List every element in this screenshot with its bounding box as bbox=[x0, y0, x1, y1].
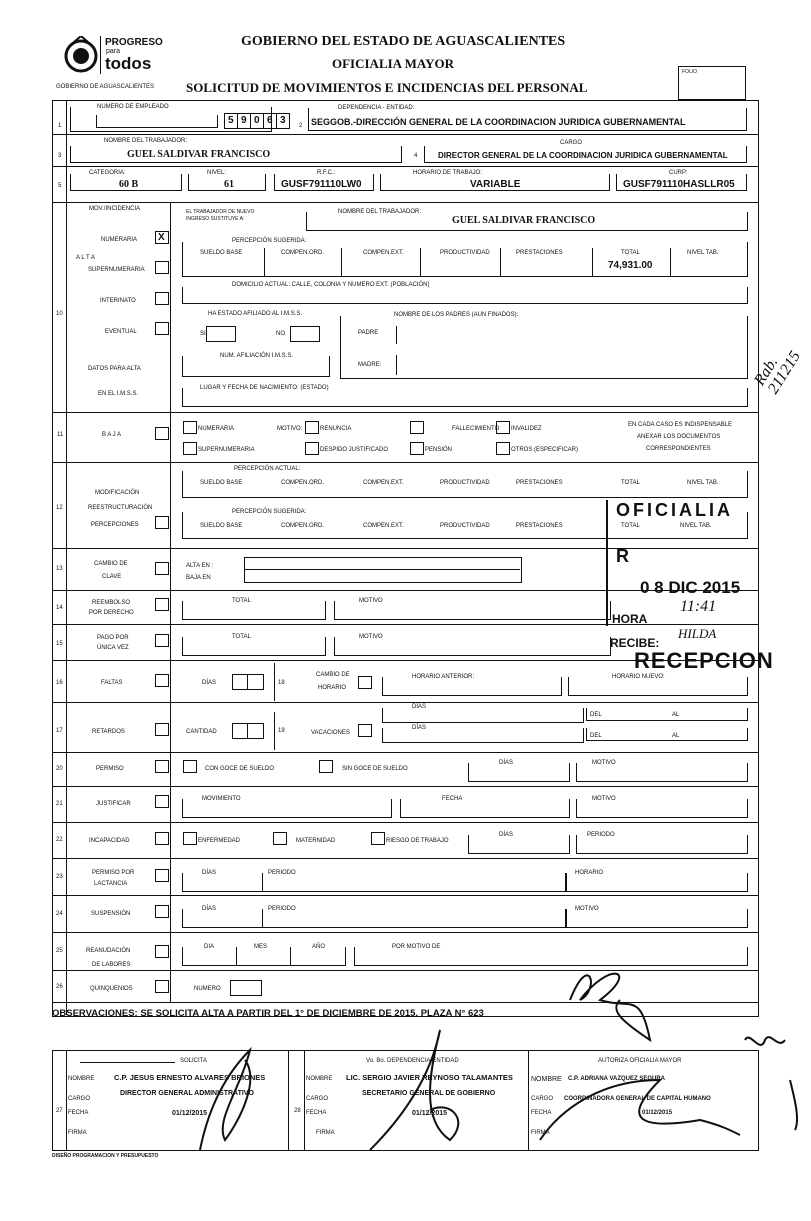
row-number: 11 bbox=[57, 432, 64, 438]
alta-en-label: ALTA EN : bbox=[186, 563, 214, 569]
compen-ord-label: COMPEN.ORD. bbox=[281, 523, 325, 529]
domicilio-label: DOMICILIO ACTUAL: CALLE, COLONIA Y NUMERO EXT. (POBLACIÓN) bbox=[232, 282, 430, 288]
faltas-label: FALTAS bbox=[101, 680, 123, 686]
retardos-label: RETARDOS bbox=[92, 729, 125, 735]
prestaciones-label: PRESTACIONES bbox=[516, 523, 563, 529]
row-number: 12 bbox=[56, 505, 63, 511]
compen-ord-label: COMPEN.ORD. bbox=[281, 250, 325, 256]
corner-signature bbox=[745, 1037, 797, 1130]
stamp-hora-label: HORA bbox=[612, 612, 648, 626]
lactancia-label: LACTANCIA bbox=[94, 881, 128, 887]
firma-lbl: FIRMA bbox=[68, 1130, 87, 1136]
reestructuracion-label: REESTRUCTURACIÓN bbox=[88, 505, 153, 511]
nivel-tab-label: NIVEL TAB. bbox=[680, 523, 712, 529]
nivel-label: NIVEL: bbox=[207, 170, 227, 176]
row-number: 3 bbox=[58, 153, 62, 159]
horario-anterior-label: HORARIO ANTERIOR: bbox=[412, 674, 475, 680]
ingreso-label: INGRESO SUSTITUYE A: bbox=[186, 216, 245, 222]
fecha-lbl: FECHA bbox=[531, 1110, 552, 1116]
cargo-value: DIRECTOR GENERAL DE LA COORDINACION JURIDICA GUBERNAMENTAL bbox=[438, 151, 728, 160]
nombre-lbl: NOMBRE bbox=[68, 1076, 95, 1082]
reembolso-motivo-label: MOTIVO bbox=[359, 598, 383, 604]
alta-label: A L T A bbox=[76, 255, 95, 261]
baja-en-label: BAJA EN bbox=[186, 575, 211, 581]
percepcion-sugerida-label: PERCEPCIÓN SUGERIDA: bbox=[232, 238, 307, 244]
horario-label: HORARIO DE TRABAJO: bbox=[413, 170, 482, 176]
quinquenios-label: QUINQUENIOS bbox=[90, 986, 133, 992]
row-number: 1 bbox=[58, 123, 62, 129]
nombre-trab-value: GUEL SALDIVAR FRANCISCO bbox=[452, 215, 596, 226]
modificacion-label: MODIFICACIÓN bbox=[95, 490, 140, 496]
vobo-label: Vo. Bo. DEPENDENCIA-ENTIDAD bbox=[366, 1058, 459, 1064]
con-goce-label: CON GOCE DE SUELDO bbox=[205, 766, 275, 772]
total-label: TOTAL bbox=[621, 523, 640, 529]
cantidad-label: CANTIDAD bbox=[186, 729, 217, 735]
s3-cargo: COORDINADORA GENERAL DE CAPITAL HUMANO bbox=[564, 1096, 711, 1102]
sueldo-base-label: SUELDO BASE bbox=[200, 250, 243, 256]
folio-label: FOLIO bbox=[682, 69, 698, 75]
firma-lbl: FIRMA bbox=[316, 1130, 335, 1136]
s1-fecha: 01/12/2015 bbox=[172, 1110, 208, 1117]
s2-signature bbox=[370, 1030, 458, 1150]
nombre-lbl: NOMBRE bbox=[306, 1076, 333, 1082]
dias-label: DÍAS bbox=[202, 680, 217, 686]
digit-box: 5 bbox=[224, 113, 238, 129]
stamp-recibe-label: RECIBE: bbox=[610, 636, 660, 650]
mov-incidencia-label: MOV./INCIDENCIA bbox=[89, 206, 141, 212]
lactancia-dias-label: DÍAS bbox=[202, 870, 217, 876]
percepciones-label: PERCEPCIONES bbox=[91, 522, 139, 528]
por-motivo-label: POR MOTIVO DE bbox=[392, 944, 441, 950]
percepcion-sugerida-mod-label: PERCEPCIÓN SUGERIDA: bbox=[232, 509, 307, 515]
afiliado-label: HA ESTADO AFILIADO AL I.M.S.S. bbox=[208, 311, 303, 317]
s3-signature bbox=[540, 1080, 740, 1140]
dependencia-value: SEGGOB.-DIRECCIÓN GENERAL DE LA COORDINACION JURIDICA GUBERNAMENTAL bbox=[311, 117, 686, 127]
interinato-label: INTERINATO bbox=[100, 298, 136, 304]
eventual-label: EVENTUAL bbox=[105, 329, 137, 335]
compen-ord-label: COMPEN.ORD. bbox=[281, 480, 325, 486]
anio-label: AÑO bbox=[312, 944, 326, 950]
suspension-periodo-label: PERIODO bbox=[268, 906, 296, 912]
observaciones: OBSERVACIONES: SE SOLICITA ALTA A PARTIR DEL 1° DE DICIEMBRE DE 2015. PLAZA N° 623 bbox=[52, 1008, 484, 1019]
stamp-oficialia: OFICIALIA bbox=[616, 500, 733, 520]
cargo-lbl: CARGO bbox=[68, 1096, 91, 1102]
stamp-hora-value: 11:41 bbox=[680, 598, 717, 615]
dependencia-label: DEPENDENCIA - ENTIDAD: bbox=[338, 105, 415, 111]
firma-lbl: FIRMA bbox=[531, 1130, 550, 1136]
incapacidad-dias-label: DÍAS bbox=[499, 832, 514, 838]
horario-value: VARIABLE bbox=[470, 179, 521, 190]
row-number: 10 bbox=[56, 311, 63, 317]
row-number: 13 bbox=[56, 566, 63, 572]
logo-sub: GOBIERNO DE AGUASCALIENTES bbox=[56, 84, 155, 90]
justificar-motivo-label: MOTIVO bbox=[592, 796, 616, 802]
row-number: 24 bbox=[56, 911, 63, 917]
trabajador-nuevo-label: EL TRABAJADOR DE NUEVO bbox=[186, 209, 255, 215]
reembolso-total-label: TOTAL bbox=[232, 598, 251, 604]
row-number: 14 bbox=[56, 605, 63, 611]
quinquenios-scribble bbox=[570, 974, 650, 1040]
digit-box: 6 bbox=[263, 113, 277, 129]
prestaciones-label: PRESTACIONES bbox=[516, 480, 563, 486]
sueldo-base-label: SUELDO BASE bbox=[200, 523, 243, 529]
renuncia-label: RENUNCIA bbox=[320, 426, 352, 432]
categoria-label: CATEGORIA: bbox=[89, 170, 126, 176]
nombre-value: GUEL SALDIVAR FRANCISCO bbox=[127, 149, 271, 160]
sin-goce-label: SIN GOCE DE SUELDO bbox=[342, 766, 408, 772]
vac-dias-label-1: DÍAS bbox=[412, 704, 427, 710]
fecha-lbl: FECHA bbox=[68, 1110, 89, 1116]
percepcion-actual-label: PERCEPCIÓN ACTUAL: bbox=[234, 466, 301, 472]
supernumeraria-label: SUPERNUMERARIA bbox=[88, 267, 145, 273]
row-number: 27 bbox=[56, 1108, 63, 1114]
curp-label: CURP: bbox=[669, 170, 688, 176]
margin-note: Rab. 211215 bbox=[751, 348, 804, 397]
despido-label: DESPIDO JUSTIFICADO bbox=[320, 447, 389, 453]
baja-numeraria-label: NUMERARIA bbox=[198, 426, 235, 432]
del-label: DEL bbox=[590, 712, 602, 718]
pago-total-label: TOTAL bbox=[232, 634, 251, 640]
del-label: DEL bbox=[590, 733, 602, 739]
si-label: SI bbox=[200, 331, 206, 337]
nombre-trab-label: NOMBRE DEL TRABAJADOR: bbox=[338, 209, 422, 215]
stamp-recepcion: RECEPCION bbox=[634, 648, 774, 673]
s3-fecha: 01/12/2015 bbox=[642, 1110, 673, 1116]
numeraria-label: NUMERARIA bbox=[101, 237, 138, 243]
row-number: 17 bbox=[56, 728, 63, 734]
horario-nuevo-label: HORARIO NUEVO: bbox=[612, 674, 665, 680]
al-label: AL bbox=[672, 712, 680, 718]
numeraria-checkbox[interactable]: X bbox=[155, 231, 169, 244]
mes-label: MES bbox=[254, 944, 268, 950]
s1-signature bbox=[200, 1050, 250, 1150]
productividad-label: PRODUCTIVIDAD bbox=[440, 480, 490, 486]
s2-fecha: 01/12/2015 bbox=[412, 1110, 448, 1117]
baja-supernumeraria-label: SUPERNUMERARIA bbox=[198, 447, 255, 453]
cargo-lbl: CARGO bbox=[531, 1096, 554, 1102]
cambio-horario-label: CAMBIO DE bbox=[316, 672, 350, 678]
reanudacion-label: REANUDACIÓN bbox=[86, 948, 131, 954]
curp-value: GUSF791110HASLLR05 bbox=[623, 179, 735, 190]
row-number: 4 bbox=[414, 153, 418, 159]
stamp-r: R bbox=[616, 546, 629, 566]
office-title: OFICIALIA MAYOR bbox=[332, 56, 454, 71]
compen-ext-label: COMPEN.EXT. bbox=[363, 250, 404, 256]
autoriza-label: AUTORIZA OFICIALIA MAYOR bbox=[598, 1058, 682, 1064]
motivo-label: MOTIVO: bbox=[277, 426, 303, 432]
vacaciones-label: VACACIONES bbox=[311, 730, 350, 736]
incapacidad-label: INCAPACIDAD bbox=[89, 838, 130, 844]
pago-por-label: PAGO POR bbox=[97, 635, 129, 641]
suspension-dias-label: DÍAS bbox=[202, 906, 217, 912]
s2-nombre: LIC. SERGIO JAVIER REYNOSO TALAMANTES bbox=[346, 1073, 513, 1082]
justificar-label: JUSTIFICAR bbox=[96, 801, 131, 807]
logo-line3: todos bbox=[105, 54, 152, 73]
datos-alta-label: DATOS PARA ALTA bbox=[88, 366, 141, 372]
baja-label: B A J A bbox=[102, 432, 122, 438]
form-title: SOLICITUD DE MOVIMIENTOS E INCIDENCIAS DEL PERSONAL bbox=[186, 80, 588, 95]
row-number: 23 bbox=[56, 874, 63, 880]
rfc-label: R.F.C.: bbox=[317, 170, 336, 176]
permiso-por-label: PERMISO POR bbox=[92, 870, 135, 876]
s2-cargo: SECRETARIO GENERAL DE GOBIERNO bbox=[362, 1090, 496, 1097]
permiso-label: PERMISO bbox=[96, 766, 124, 772]
nota1: EN CADA CASO ES INDISPENSABLE bbox=[628, 422, 733, 428]
por-derecho-label: POR DERECHO bbox=[89, 610, 134, 616]
nivel-value: 61 bbox=[224, 179, 234, 190]
solicita-label: SOLICITA bbox=[180, 1058, 207, 1064]
de-labores-label: DE LABORES bbox=[92, 962, 131, 968]
digit-box: 9 bbox=[237, 113, 251, 129]
gov-title: GOBIERNO DEL ESTADO DE AGUASCALIENTES bbox=[241, 34, 566, 49]
madre-label: MADRE: bbox=[358, 362, 382, 368]
row-number: 16 bbox=[56, 680, 63, 686]
digit-box: 3 bbox=[276, 113, 290, 129]
stamp-recibe-value: HILDA bbox=[678, 626, 717, 641]
numero-label: NUMERO bbox=[194, 986, 221, 992]
maternidad-label: MATERNIDAD bbox=[296, 838, 336, 844]
nota3: CORRESPONDIENTES bbox=[646, 446, 711, 452]
productividad-label: PRODUCTIVIDAD bbox=[440, 250, 490, 256]
rfc-value: GUSF791110LW0 bbox=[281, 179, 362, 190]
logo-line1: PROGRESO bbox=[105, 37, 163, 48]
cargo-label: CARGO bbox=[560, 140, 583, 146]
prestaciones-label: PRESTACIONES bbox=[516, 250, 563, 256]
productividad-label: PRODUCTIVIDAD bbox=[440, 523, 490, 529]
al-label: AL bbox=[672, 733, 680, 739]
no-label: NO bbox=[276, 331, 285, 337]
employee-number-label: NUMERO DE EMPLEADO bbox=[97, 104, 169, 110]
horario-label-small: HORARIO bbox=[318, 685, 347, 691]
categoria-value: 60 B bbox=[119, 179, 139, 190]
justificar-fecha-label: FECHA bbox=[442, 796, 463, 802]
row-number: 2 bbox=[299, 123, 303, 129]
row-number: 5 bbox=[58, 183, 62, 189]
reembolso-label: REEMBOLSO bbox=[92, 600, 131, 606]
vac-dias-label-2: DÍAS bbox=[412, 725, 427, 731]
logo-line2: para bbox=[106, 48, 121, 55]
enfermedad-label: ENFERMEDAD bbox=[198, 838, 241, 844]
pension-label: PENSIÓN bbox=[425, 447, 453, 453]
dia-label: DIA bbox=[204, 944, 215, 950]
riesgo-label: RIESGO DE TRABAJO bbox=[386, 838, 449, 844]
nombre-label: NOMBRE DEL TRABAJADOR: bbox=[104, 138, 188, 144]
padres-label: NOMBRE DE LOS PADRES (AUN FINADOS): bbox=[394, 312, 519, 318]
permiso-dias-label: DÍAS bbox=[499, 760, 514, 766]
s3-nombre: C.P. ADRIANA VAZQUEZ SEGURA bbox=[568, 1076, 666, 1082]
row-number: 21 bbox=[56, 801, 63, 807]
total-label: TOTAL bbox=[621, 480, 640, 486]
en-imss-label: EN EL I.M.S.S. bbox=[98, 391, 139, 397]
lactancia-periodo-label: PERIODO bbox=[268, 870, 296, 876]
row-number: 15 bbox=[56, 641, 63, 647]
suspension-motivo-label: MOTIVO bbox=[575, 906, 599, 912]
s1-nombre: C.P. JESUS ERNESTO ALVARES BRIONES bbox=[114, 1073, 266, 1082]
otros-label: OTROS (ESPECIFICAR) bbox=[511, 447, 579, 453]
lactancia-horario-label: HORARIO bbox=[575, 870, 604, 876]
s1-cargo: DIRECTOR GENERAL ADMINISTRATIVO bbox=[120, 1090, 254, 1097]
total-value: 74,931.00 bbox=[608, 260, 653, 271]
fallecimiento-label: FALLECIMIENTO bbox=[452, 426, 500, 432]
clave-label: CLAVE bbox=[102, 574, 122, 580]
pago-motivo-label: MOTIVO bbox=[359, 634, 383, 640]
compen-ext-label: COMPEN.EXT. bbox=[363, 523, 404, 529]
padre-label: PADRE bbox=[358, 330, 379, 336]
lugar-fecha-label: LUGAR Y FECHA DE NACIMIENTO: (ESTADO) bbox=[200, 385, 329, 391]
invalidez-label: INVALIDEZ bbox=[511, 426, 542, 432]
cambio-clave-label: CAMBIO DE bbox=[94, 561, 128, 567]
nivel-tab-label: NIVEL TAB. bbox=[687, 250, 719, 256]
row-number: 22 bbox=[56, 837, 63, 843]
sueldo-base-label: SUELDO BASE bbox=[200, 480, 243, 486]
row-number: 20 bbox=[56, 766, 63, 772]
total-label: TOTAL bbox=[621, 250, 640, 256]
justificar-movimiento-label: MOVIMIENTO bbox=[202, 796, 241, 802]
digit-box: 0 bbox=[250, 113, 264, 129]
row-number: 28 bbox=[294, 1108, 301, 1114]
permiso-motivo-label: MOTIVO bbox=[592, 760, 616, 766]
incapacidad-periodo-label: PERIODO bbox=[587, 832, 615, 838]
unica-vez-label: ÚNICA VEZ bbox=[97, 645, 129, 651]
compen-ext-label: COMPEN.EXT. bbox=[363, 480, 404, 486]
fecha-lbl: FECHA bbox=[306, 1110, 327, 1116]
nombre-lbl: NOMBRE bbox=[531, 1076, 562, 1083]
suspension-label: SUSPENSIÓN bbox=[91, 911, 131, 917]
row-number: 25 bbox=[56, 948, 63, 954]
footer: DISEÑO PROGRAMACION Y PRESUPUESTO bbox=[52, 1153, 159, 1159]
cargo-lbl: CARGO bbox=[306, 1096, 329, 1102]
row-number: 26 bbox=[56, 984, 63, 990]
nivel-tab-label: NIVEL TAB. bbox=[687, 480, 719, 486]
num-afiliacion-label: NUM. AFILIACIÓN I.M.S.S. bbox=[220, 353, 294, 359]
row-number: 19 bbox=[278, 728, 285, 734]
stamp-date: 0 8 DIC 2015 bbox=[640, 578, 741, 597]
row-number: 18 bbox=[278, 680, 285, 686]
nota2: ANEXAR LOS DOCUMENTOS bbox=[637, 434, 721, 440]
